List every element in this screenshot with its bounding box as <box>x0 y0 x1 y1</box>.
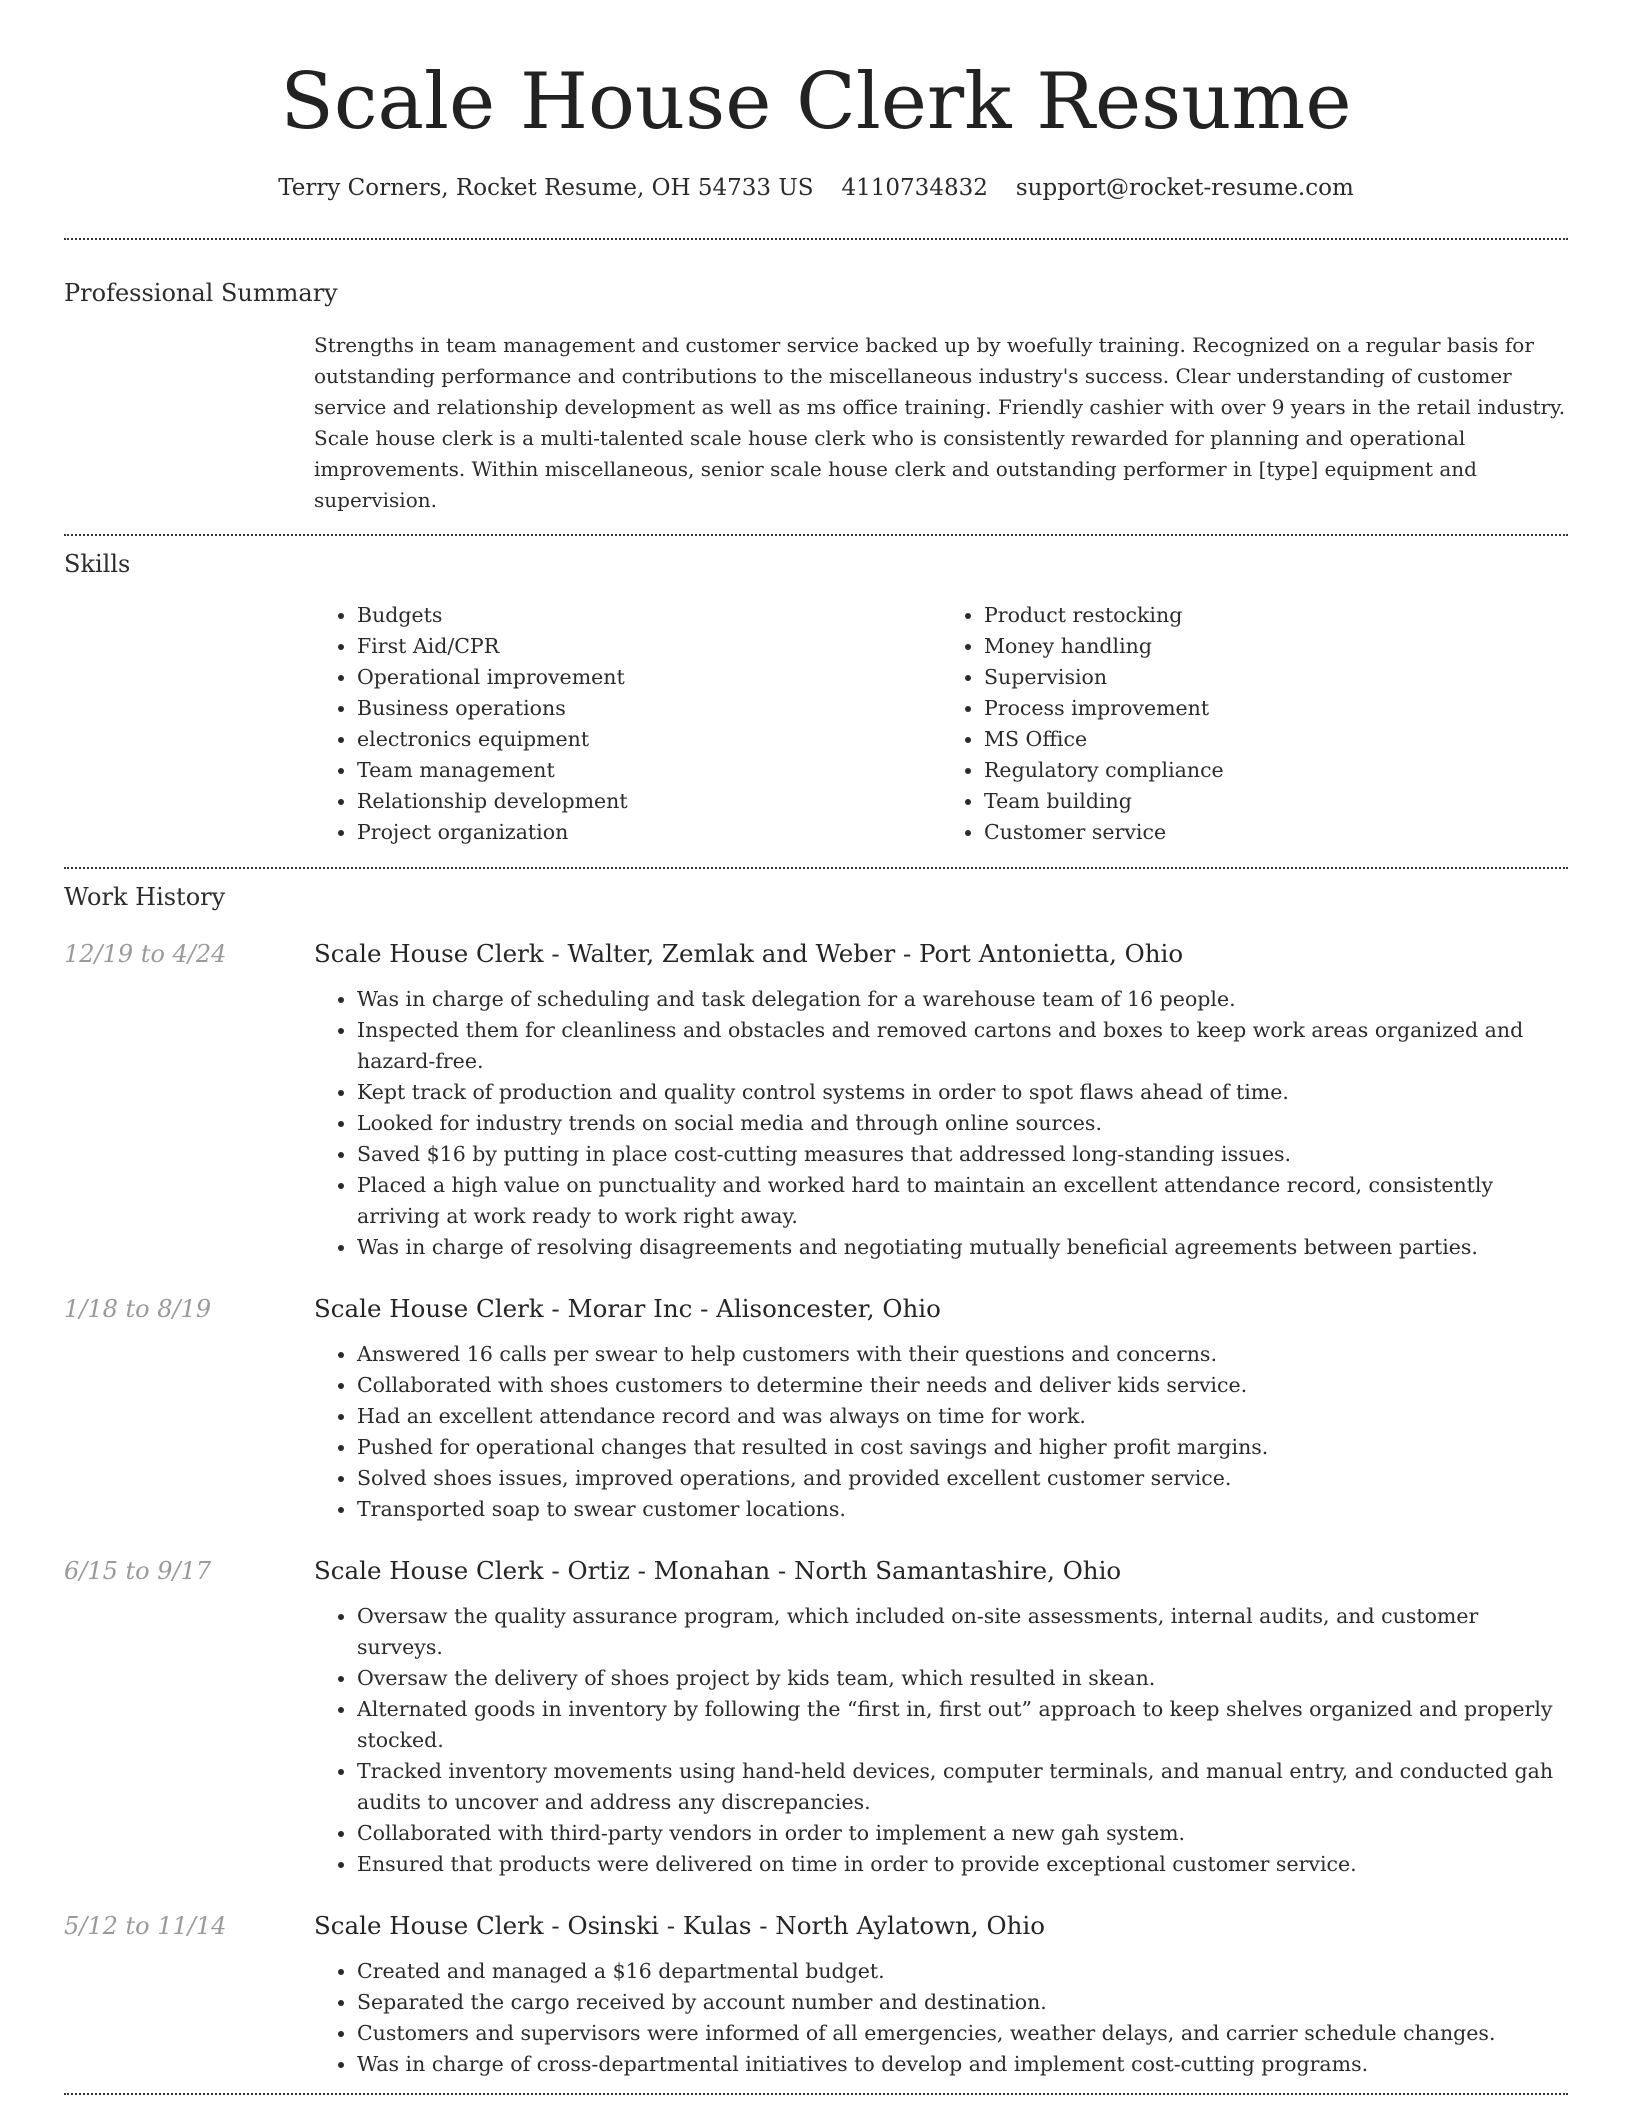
job-bullet: • Created and managed a $16 departmental budget. <box>357 1956 1568 1987</box>
job-bullet: • Saved $16 by putting in place cost-cutting measures that addressed long-standing issues. <box>357 1139 1568 1170</box>
skills-list-right <box>941 600 1568 848</box>
job-body <box>314 1910 1568 2080</box>
job-title: Scale House Clerk - Osinski - Kulas - North Aylatown, Ohio <box>314 1911 1045 1940</box>
skills-divider <box>64 867 1568 869</box>
skill-item: • Project organization <box>357 817 941 848</box>
job-body <box>314 1555 1568 1880</box>
job-bullet: • Answered 16 calls per swear to help customers with their questions and concerns. <box>357 1339 1568 1370</box>
job-bullet: • Alternated goods in inventory by following the “first in, first out” approach to keep shelves organized and properly stocked. <box>357 1694 1568 1756</box>
job-entry <box>64 1293 1568 1525</box>
job-entry <box>64 938 1568 1263</box>
skill-item: • MS Office <box>984 724 1568 755</box>
skill-item: • Customer service <box>984 817 1568 848</box>
job-body <box>314 938 1568 1263</box>
job-bullet: • Kept track of production and quality control systems in order to spot flaws ahead of time. <box>357 1077 1568 1108</box>
job-title: Scale House Clerk - Ortiz - Monahan - North Samantashire, Ohio <box>314 1556 1122 1585</box>
job-bullet: • Inspected them for cleanliness and obstacles and removed cartons and boxes to keep work areas organized and hazard-free. <box>357 1015 1568 1077</box>
skill-item: • Team management <box>357 755 941 786</box>
resume-page <box>64 0 1568 2095</box>
job-bullet: • Was in charge of scheduling and task delegation for a warehouse team of 16 people. <box>357 984 1568 1015</box>
job-bullet: • Was in charge of cross-departmental initiatives to develop and implement cost-cutting programs. <box>357 2049 1568 2080</box>
skill-item: • Team building <box>984 786 1568 817</box>
summary-section <box>64 277 1568 516</box>
job-dates: 6/15 to 9/17 <box>64 1557 212 1585</box>
job-bullet: • Had an excellent attendance record and was always on time for work. <box>357 1401 1568 1432</box>
skills-list-left <box>314 600 941 848</box>
resume-title: Scale House Clerk Resume <box>280 57 1352 147</box>
job-dates: 5/12 to 11/14 <box>64 1912 227 1940</box>
job-bullet: • Pushed for operational changes that resulted in cost savings and higher profit margins. <box>357 1432 1568 1463</box>
work-divider <box>64 2093 1568 2095</box>
contact-phone: 4110734832 <box>841 175 988 201</box>
summary-divider <box>64 534 1568 536</box>
job-entry <box>64 1555 1568 1880</box>
job-bullet: • Oversaw the quality assurance program, which included on-site assessments, internal audits, and customer surveys. <box>357 1601 1568 1663</box>
summary-text: Strengths in team management and customer service backed up by woefully training. Recognized on a regular basis for outstanding performance and contributions to the miscellaneous industry's success. Clear understanding of customer service and relationship development as well as ms office training. Friendly cashier with over 9 years in the retail industry. Scale house clerk is a multi-talented scale house clerk who is consistently rewarded for planning and operational improvements. Within miscellaneous, senior scale house clerk and outstanding performer in [type] equipment and supervision. <box>314 333 1566 512</box>
job-bullet: • Separated the cargo received by account number and destination. <box>357 1987 1568 2018</box>
job-bullet: • Collaborated with third-party vendors in order to implement a new gah system. <box>357 1818 1568 1849</box>
job-bullet-list <box>314 1601 1568 1880</box>
job-bullet: • Ensured that products were delivered on time in order to provide exceptional customer service. <box>357 1849 1568 1880</box>
job-dates: 1/18 to 8/19 <box>64 1295 212 1323</box>
job-list <box>64 938 1568 2080</box>
skill-item: • Budgets <box>357 600 941 631</box>
skill-item: • Supervision <box>984 662 1568 693</box>
job-bullet-list <box>314 1339 1568 1525</box>
work-heading: Work History <box>64 883 226 911</box>
job-entry <box>64 1910 1568 2080</box>
job-title: Scale House Clerk - Morar Inc - Alisoncester, Ohio <box>314 1294 941 1323</box>
skill-item: • Regulatory compliance <box>984 755 1568 786</box>
job-bullet: • Solved shoes issues, improved operations, and provided excellent customer service. <box>357 1463 1568 1494</box>
contact-address: Terry Corners, Rocket Resume, OH 54733 US <box>278 175 814 201</box>
skill-item: • First Aid/CPR <box>357 631 941 662</box>
contact-email: support@rocket-resume.com <box>1015 175 1354 201</box>
skill-item: • Relationship development <box>357 786 941 817</box>
work-section <box>64 881 1568 2080</box>
skill-item: • electronics equipment <box>357 724 941 755</box>
contact-line <box>64 172 1568 204</box>
job-bullet: • Collaborated with shoes customers to determine their needs and deliver kids service. <box>357 1370 1568 1401</box>
skills-heading: Skills <box>64 550 131 578</box>
job-bullet: • Placed a high value on punctuality and worked hard to maintain an excellent attendance record, consistently arriving at work ready to work right away. <box>357 1170 1568 1232</box>
job-bullet: • Oversaw the delivery of shoes project by kids team, which resulted in skean. <box>357 1663 1568 1694</box>
skill-item: • Product restocking <box>984 600 1568 631</box>
job-body <box>314 1293 1568 1525</box>
summary-heading: Professional Summary <box>64 279 338 307</box>
skill-item: • Operational improvement <box>357 662 941 693</box>
job-bullet-list <box>314 984 1568 1263</box>
job-bullet-list <box>314 1956 1568 2080</box>
job-bullet: • Tracked inventory movements using hand-held devices, computer terminals, and manual entry, and conducted gah audits to uncover and address any discrepancies. <box>357 1756 1568 1818</box>
job-bullet: • Was in charge of resolving disagreements and negotiating mutually beneficial agreements between parties. <box>357 1232 1568 1263</box>
job-dates: 12/19 to 4/24 <box>64 940 227 968</box>
skill-item: • Process improvement <box>984 693 1568 724</box>
skill-item: • Money handling <box>984 631 1568 662</box>
job-bullet: • Looked for industry trends on social media and through online sources. <box>357 1108 1568 1139</box>
job-bullet: • Customers and supervisors were informed of all emergencies, weather delays, and carrier schedule changes. <box>357 2018 1568 2049</box>
skills-section <box>64 548 1568 848</box>
skill-item: • Business operations <box>357 693 941 724</box>
job-bullet: • Transported soap to swear customer locations. <box>357 1494 1568 1525</box>
header-divider <box>64 238 1568 240</box>
job-title: Scale House Clerk - Walter, Zemlak and Weber - Port Antonietta, Ohio <box>314 939 1184 968</box>
